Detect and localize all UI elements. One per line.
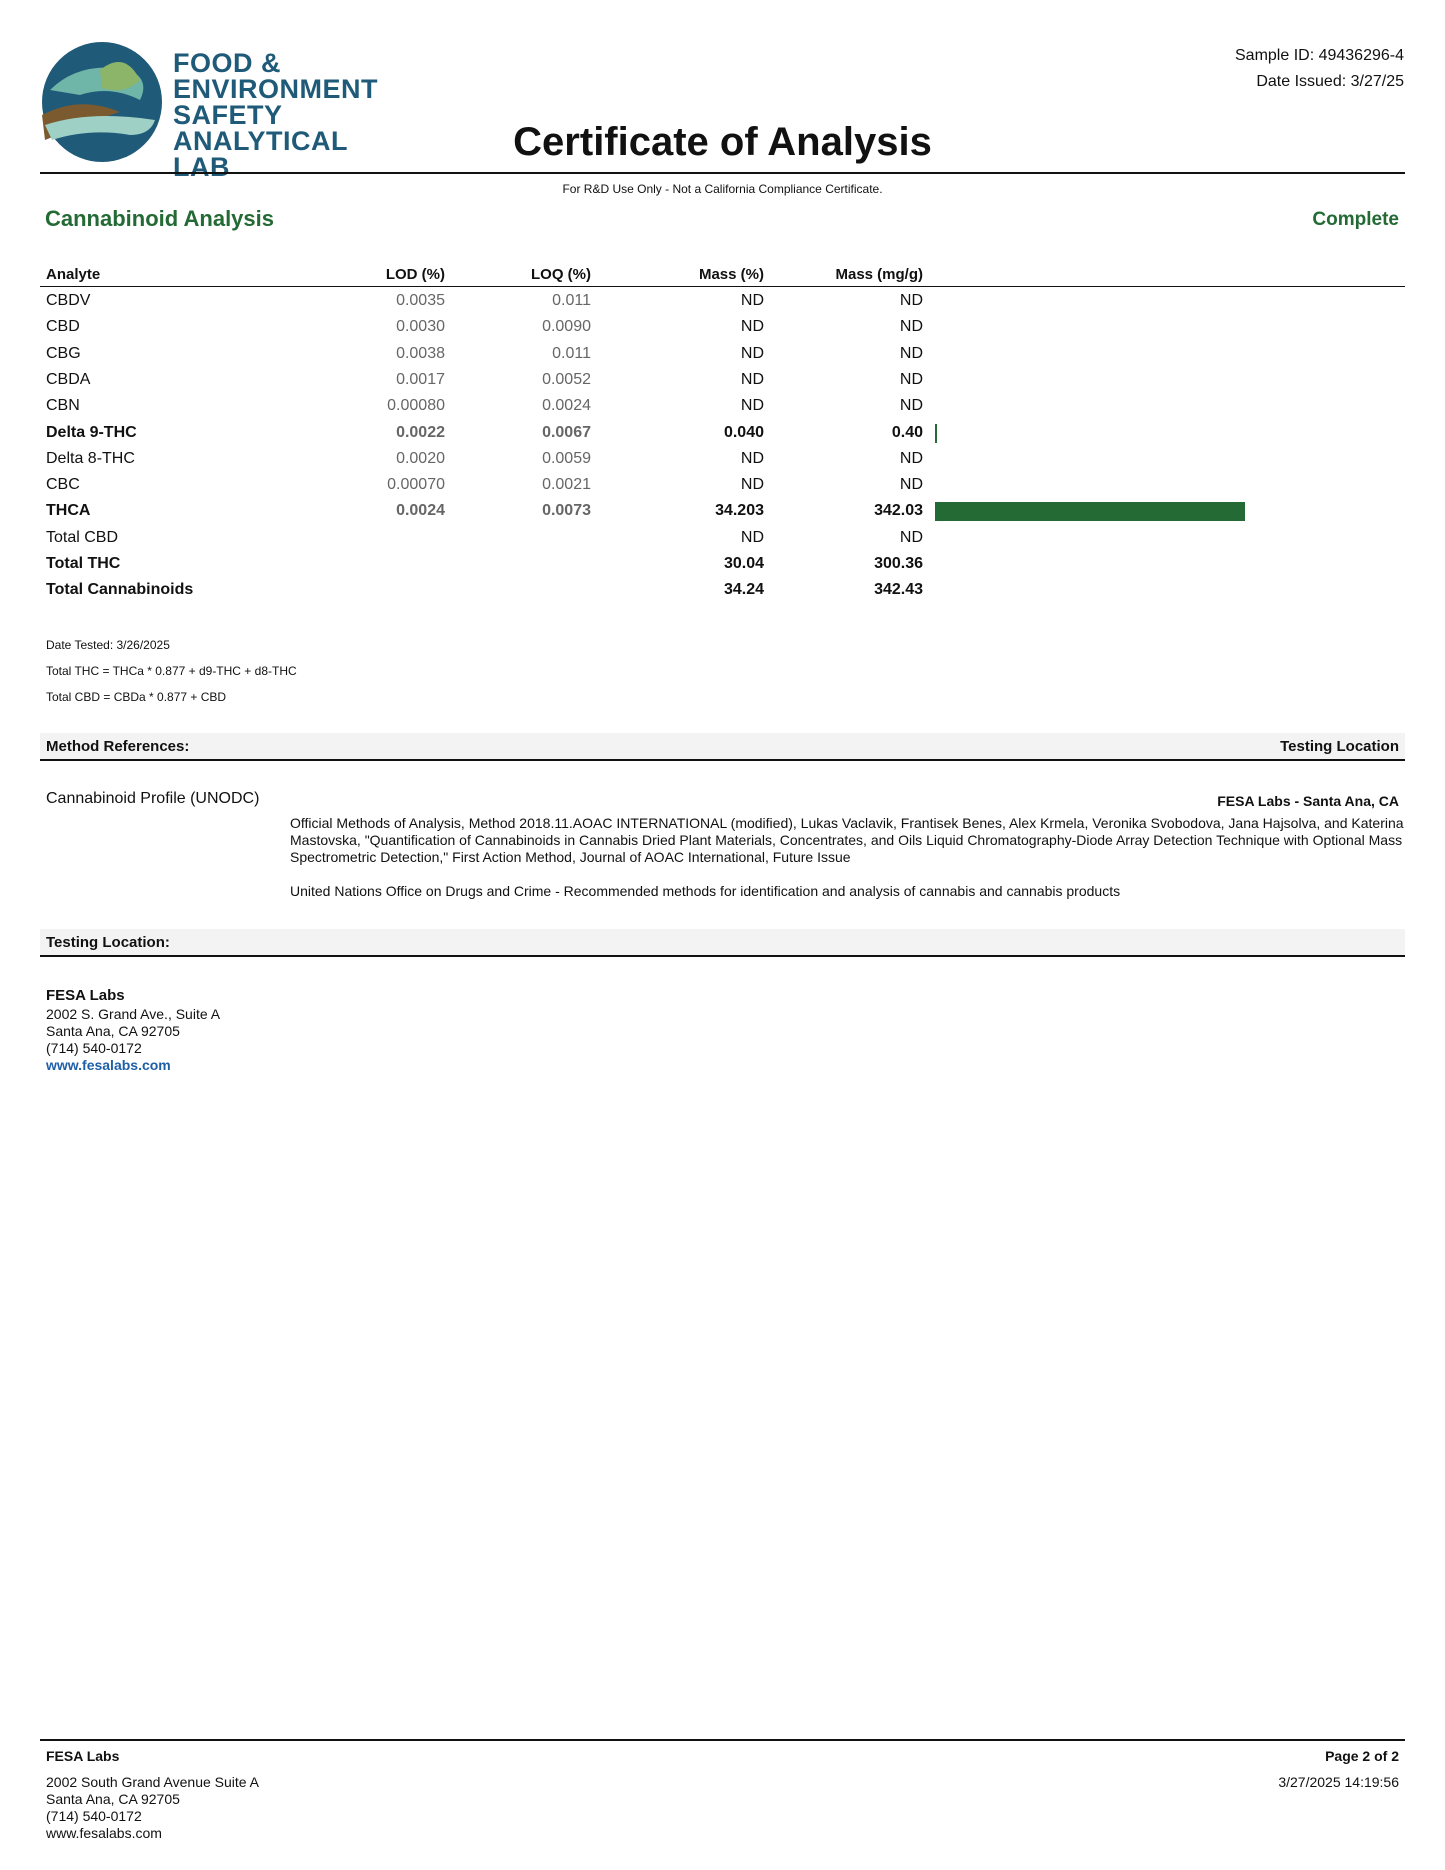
mass-pct-cell: 30.04: [723, 555, 764, 572]
mass-mg-cell: 300.36: [874, 555, 923, 572]
mass-mg-cell: ND: [899, 370, 923, 388]
disclaimer: For R&D Use Only - Not a California Compliance Certificate.: [562, 182, 883, 196]
mass-bar: [935, 424, 937, 443]
col-lod: LOD (%): [385, 266, 445, 283]
analyte-cell: CBD: [46, 318, 80, 336]
mass-pct-cell: ND: [740, 318, 764, 336]
lab-name: FESA Labs: [46, 987, 125, 1004]
table-header: [40, 264, 1405, 287]
footer-website: www.fesalabs.com: [46, 1825, 162, 1841]
header-divider: [40, 172, 1405, 174]
note-date-tested: Date Tested: 3/26/2025: [46, 638, 170, 652]
mass-mg-cell: ND: [899, 344, 923, 362]
lod-cell: 0.0035: [396, 292, 445, 309]
mass-pct-cell: ND: [740, 528, 764, 546]
col-analyte: Analyte: [46, 266, 101, 283]
note-total-thc: Total THC = THCa * 0.877 + d9-THC + d8-THC: [46, 664, 297, 678]
table-row: [40, 473, 1405, 499]
mass-mg-cell: ND: [899, 476, 923, 494]
mass-mg-cell: ND: [899, 397, 923, 415]
sample-id: Sample ID: 49436296-4: [1235, 47, 1404, 64]
loq-cell: 0.0059: [542, 449, 591, 467]
lod-cell: 0.0038: [396, 344, 445, 362]
method-location: FESA Labs - Santa Ana, CA: [1217, 793, 1399, 809]
col-mass-pct: Mass (%): [698, 266, 764, 283]
lod-cell: 0.00080: [387, 397, 445, 415]
mass-mg-cell: ND: [899, 449, 923, 467]
method-reference: United Nations Office on Drugs and Crime - Recommended methods for identification and analysis of cannabis and cannabis products: [290, 883, 1121, 899]
table-row: [40, 578, 1405, 604]
analyte-cell: CBG: [46, 344, 81, 362]
footer-city: Santa Ana, CA 92705: [46, 1791, 180, 1807]
mass-mg-cell: 342.43: [874, 581, 923, 599]
mass-pct-cell: 0.040: [723, 423, 764, 441]
mass-mg-cell: ND: [899, 528, 923, 546]
table-row: [40, 499, 1405, 525]
mass-pct-cell: ND: [740, 344, 764, 362]
analyte-cell: CBDA: [46, 370, 91, 388]
loq-cell: 0.0052: [542, 370, 591, 388]
date-issued: Date Issued: 3/27/25: [1256, 73, 1404, 90]
note-total-cbd: Total CBD = CBDa * 0.877 + CBD: [46, 690, 227, 704]
mass-mg-cell: ND: [899, 292, 923, 309]
loq-cell: 0.0073: [542, 502, 591, 520]
loq-cell: 0.0024: [542, 397, 591, 415]
mass-pct-cell: ND: [740, 476, 764, 494]
mass-pct-cell: 34.203: [715, 502, 764, 520]
lod-cell: 0.00070: [387, 476, 445, 494]
table-row: [40, 342, 1405, 368]
mass-pct-cell: ND: [740, 397, 764, 415]
lod-cell: 0.0017: [396, 370, 445, 388]
loq-cell: 0.0021: [542, 476, 591, 494]
mass-pct-cell: 34.24: [723, 581, 764, 599]
table-row: [40, 289, 1405, 315]
testing-location-heading: Testing Location: [1280, 738, 1399, 755]
mass-mg-cell: ND: [899, 318, 923, 336]
method-reference: Official Methods of Analysis, Method 2018.11.AOAC INTERNATIONAL (modified), Lukas Vaclavik, Frantisek Benes, Alex Krmela, Veronika Svobodova, Jana Hajsolva, and Katerina Mastovska, "Quantification of Cannabinoids in Cannabis Dried Plant Materials, Concentrates, and Oils Liquid Chromatography-Diode Array Detection Technique with Optional Mass Spectrometric Detection," First Action Method, Journal of AOAC International, Future Issue: [290, 815, 1404, 865]
lab-city: Santa Ana, CA 92705: [46, 1023, 180, 1039]
analyte-cell: Total THC: [46, 555, 121, 572]
col-mass-mg: Mass (mg/g): [835, 266, 923, 283]
table-row: [40, 421, 1405, 447]
mass-bar: [935, 502, 1245, 521]
method-references-header: [40, 733, 1405, 761]
analyte-cell: CBDV: [46, 292, 91, 309]
table-row: [40, 394, 1405, 420]
lod-cell: 0.0022: [396, 423, 445, 441]
analyte-cell: Total CBD: [46, 528, 119, 546]
footer-divider: [40, 1739, 1405, 1741]
table-row: [40, 315, 1405, 341]
table-row: [40, 526, 1405, 552]
lod-cell: 0.0020: [396, 449, 445, 467]
table-row: [40, 447, 1405, 473]
mass-pct-cell: ND: [740, 370, 764, 388]
lod-cell: 0.0030: [396, 318, 445, 336]
page-number: Page 2 of 2: [1325, 1748, 1399, 1764]
section-title: Cannabinoid Analysis: [45, 206, 275, 231]
footer-lab-name: FESA Labs: [46, 1748, 120, 1764]
logo-line: SAFETY: [173, 100, 283, 130]
analyte-cell: Delta 8-THC: [46, 449, 135, 467]
lab-website-link[interactable]: www.fesalabs.com: [46, 1057, 171, 1073]
loq-cell: 0.0067: [542, 423, 591, 441]
method-references-heading: Method References:: [46, 738, 190, 755]
table-row: [40, 368, 1405, 394]
lod-cell: 0.0024: [396, 502, 445, 520]
logo-line: ANALYTICAL LAB: [173, 126, 348, 182]
testing-location-header: [40, 929, 1405, 957]
mass-pct-cell: ND: [740, 449, 764, 467]
page-title: Certificate of Analysis: [513, 120, 932, 164]
analyte-cell: THCA: [46, 502, 91, 520]
analyte-cell: Delta 9-THC: [46, 423, 137, 441]
footer-phone: (714) 540-0172: [46, 1808, 142, 1824]
table-row: [40, 552, 1405, 578]
loq-cell: 0.011: [552, 292, 591, 309]
logo-line: FOOD &: [173, 48, 281, 78]
loq-cell: 0.011: [552, 344, 591, 362]
loq-cell: 0.0090: [542, 318, 591, 336]
analyte-cell: Total Cannabinoids: [46, 581, 194, 599]
footer-address: 2002 South Grand Avenue Suite A: [46, 1774, 260, 1790]
footer-timestamp: 3/27/2025 14:19:56: [1278, 1774, 1399, 1790]
mass-pct-cell: ND: [740, 292, 764, 309]
testing-location-title: Testing Location:: [46, 934, 170, 951]
method-name: Cannabinoid Profile (UNODC): [46, 790, 260, 807]
logo-line: ENVIRONMENT: [173, 74, 379, 104]
mass-mg-cell: 342.03: [874, 502, 923, 520]
analyte-cell: CBC: [46, 476, 80, 494]
analyte-cell: CBN: [46, 397, 80, 415]
lab-address: 2002 S. Grand Ave., Suite A: [46, 1006, 221, 1022]
mass-mg-cell: 0.40: [891, 423, 923, 441]
status-badge: Complete: [1312, 209, 1399, 230]
col-loq: LOQ (%): [531, 266, 591, 283]
lab-phone: (714) 540-0172: [46, 1040, 142, 1056]
